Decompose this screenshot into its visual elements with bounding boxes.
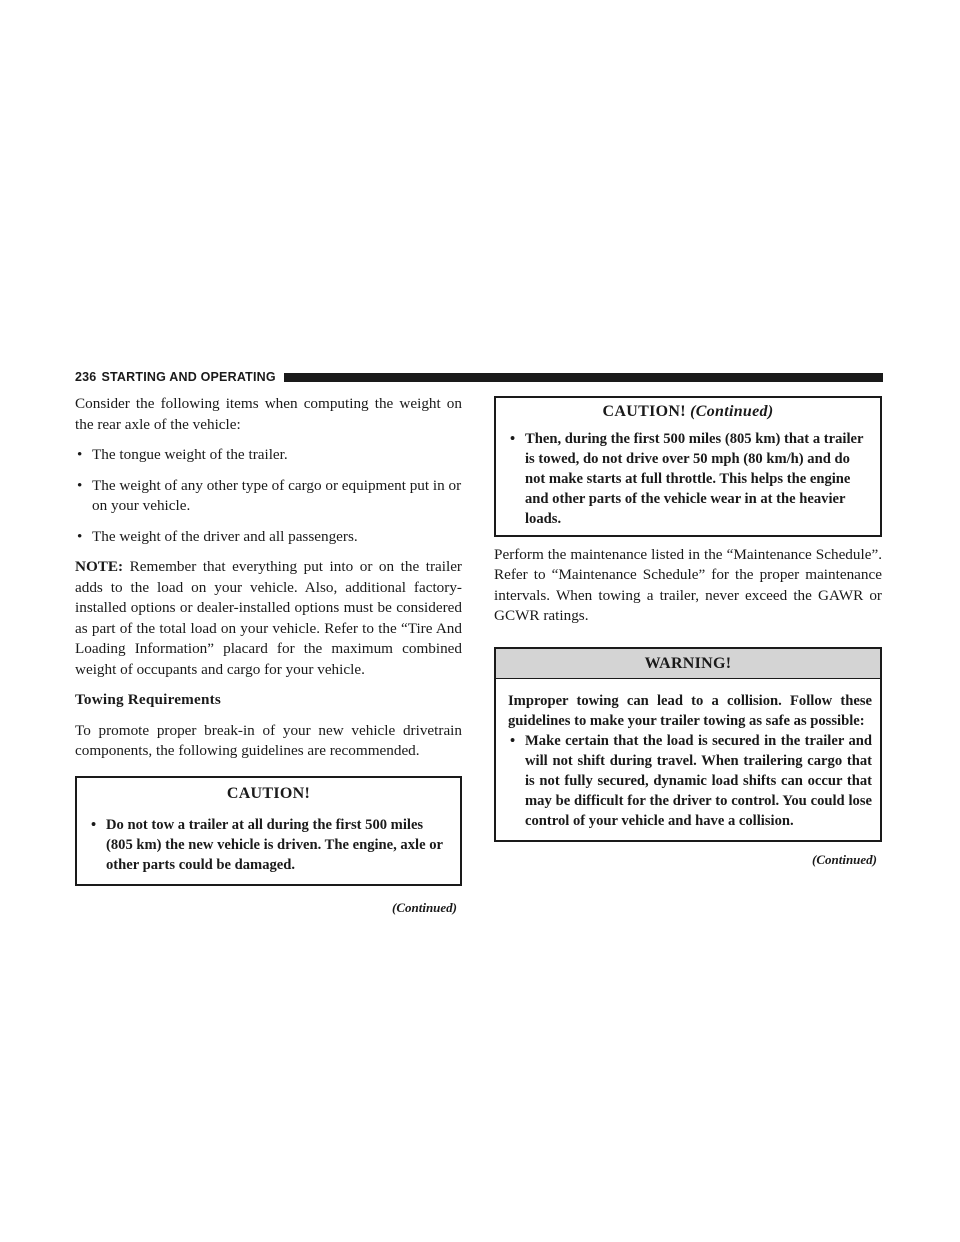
bullet-icon: •	[510, 430, 516, 447]
towing-requirements-heading: Towing Requirements	[75, 691, 221, 708]
list-item-text: The weight of the driver and all passengers.	[92, 527, 358, 545]
caution-continued-title	[496, 398, 880, 426]
note-paragraph	[75, 557, 462, 680]
bullet-icon: •	[77, 476, 83, 494]
left-column	[75, 394, 462, 919]
warning-body	[496, 679, 880, 840]
list-item-text: The tongue weight of the trailer.	[92, 446, 288, 463]
list-item	[508, 429, 872, 529]
list-item	[89, 815, 452, 875]
section-title: STARTING AND OPERATING	[101, 370, 276, 384]
caution-body	[77, 807, 460, 884]
caution-continued-box	[494, 396, 882, 537]
note-label: NOTE:	[75, 558, 124, 575]
title-continued: (Continued)	[690, 403, 774, 420]
list-item-text: Make certain that the load is secured in the trailer and will not shift during travel. When trailering cargo that is not fully secured, dynamic load shifts can occur that may be difficult for the driver to control. You could lose control of your vehicle and have a collision.	[525, 733, 872, 829]
warning-box	[494, 647, 882, 843]
continued-label: (Continued)	[391, 900, 457, 915]
page-header	[75, 368, 883, 386]
caution-title: CAUTION!	[602, 403, 686, 420]
continued-label: (Continued)	[811, 852, 877, 867]
list-item-text: Do not tow a trailer at all during the first 500 miles (805 km) the new vehicle is driven. The engine, axle or other parts could be damaged.	[106, 817, 443, 873]
caution-box	[75, 776, 462, 887]
list-item	[75, 445, 462, 466]
bullet-icon: •	[77, 446, 83, 463]
note-text: Remember that everything put into or on the trailer adds to the load on your vehicle. Also, additional factory-installed options or dealer-installed options must be considered as part of the total load on your vehicle. Refer to the “Tire And Loading Information” placard for the maximum combined weight of occupants and cargo for your vehicle.	[75, 558, 462, 678]
page-number: 236	[75, 370, 97, 384]
caution-body	[496, 426, 880, 535]
list-item	[508, 731, 872, 831]
towing-paragraph: To promote proper break-in of your new vehicle drivetrain components, the following guidelines are recommended.	[75, 721, 462, 759]
list-item	[75, 476, 462, 517]
header-rule	[284, 373, 883, 382]
intro-paragraph: Consider the following items when computing the weight on the rear axle of the vehicle:	[75, 395, 462, 433]
bullet-icon: •	[91, 817, 97, 833]
list-item	[75, 527, 462, 548]
maintenance-paragraph: Perform the maintenance listed in the “Maintenance Schedule”. Refer to “Maintenance Schedule” for the proper maintenance intervals. When towing a trailer, never exceed the GAWR or GCWR ratings.	[494, 545, 882, 624]
caution-title: CAUTION!	[226, 784, 311, 802]
warning-title: WARNING!	[496, 649, 880, 680]
right-column	[494, 394, 882, 871]
warning-intro: Improper towing can lead to a collision. Follow these guidelines to make your trailer towing as safe as possible:	[508, 693, 872, 729]
bullet-icon: •	[510, 733, 516, 749]
bullet-icon: •	[77, 527, 83, 545]
list-item-text: The weight of any other type of cargo or equipment put in or on your vehicle.	[92, 476, 462, 514]
list-item-text: Then, during the first 500 miles (805 km) that a trailer is towed, do not drive over 50 mph (80 km/h) and do not make starts at full throttle. This helps the engine and other parts of the vehicle wear in at the heavier loads.	[525, 430, 864, 527]
